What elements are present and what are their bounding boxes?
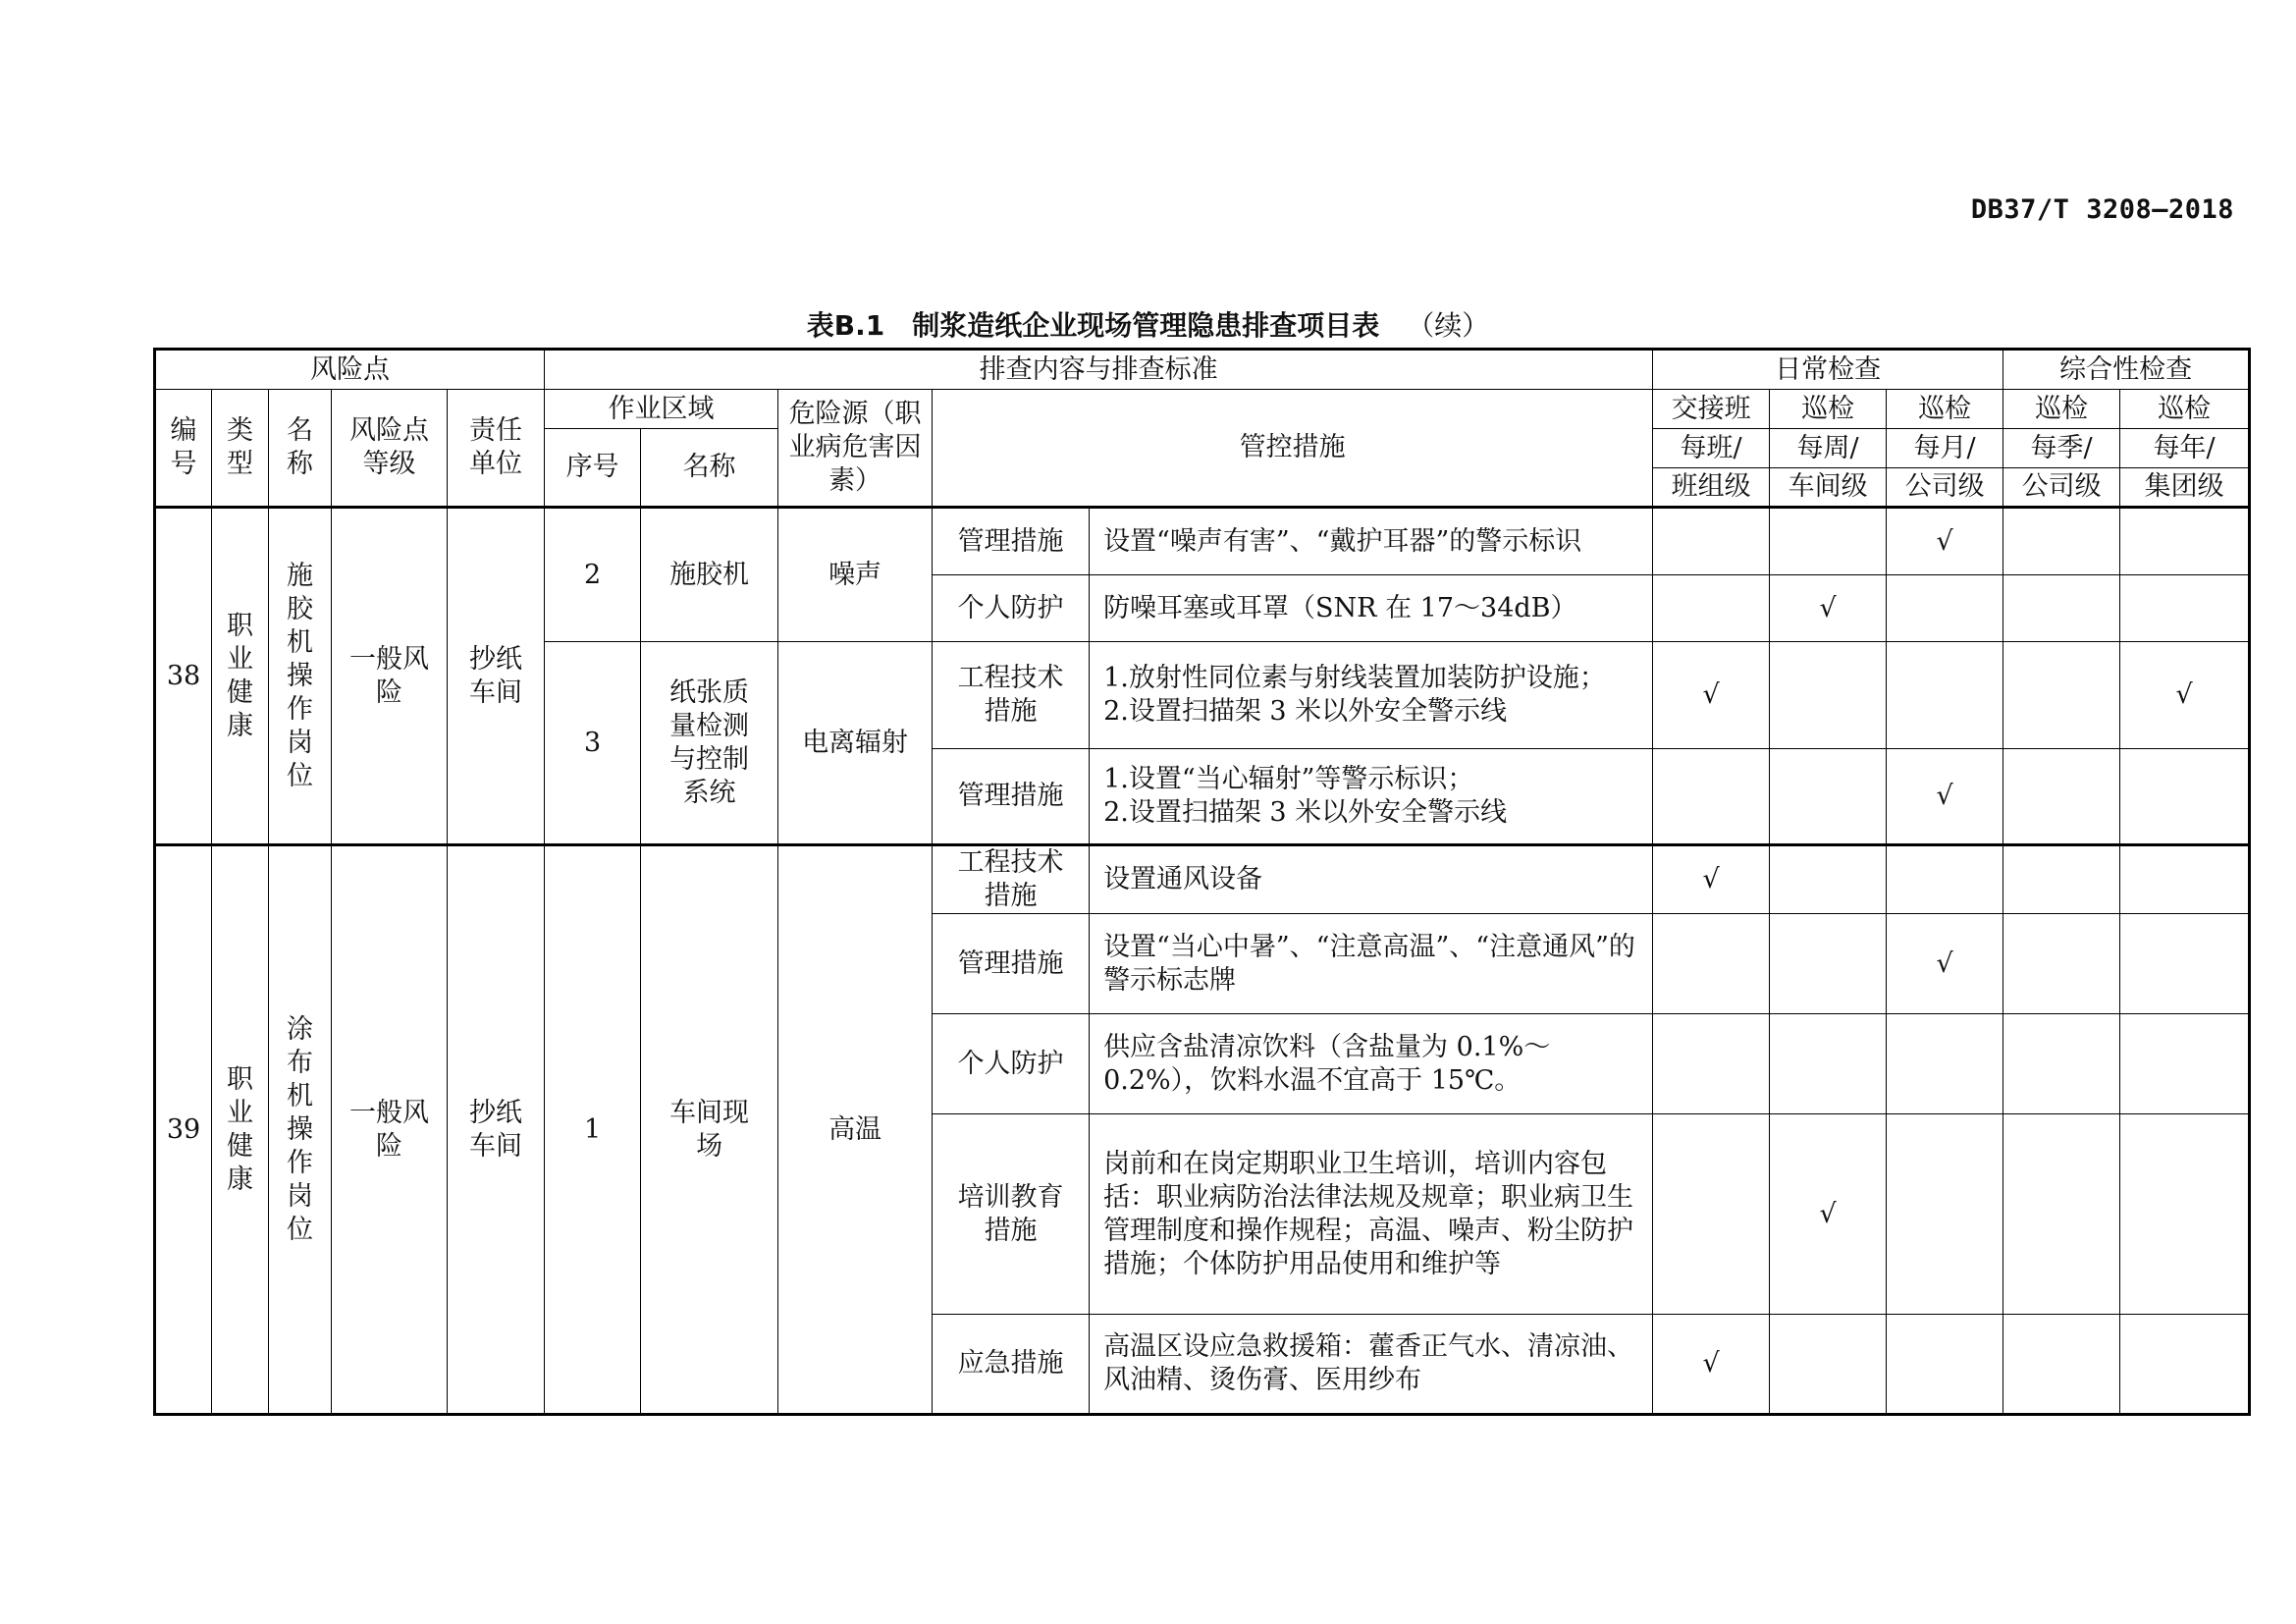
measure-category: 应急措施 (933, 1315, 1090, 1415)
measure-category: 个人防护 (933, 1014, 1090, 1114)
check-mark (2120, 1315, 2250, 1415)
check-mark: √ (1887, 508, 2003, 575)
row-type: 职业健康 (212, 508, 269, 845)
check-mark (1887, 845, 2003, 914)
row-no: 38 (155, 508, 212, 845)
hazard: 电离辐射 (778, 642, 933, 845)
table-title-text: 制浆造纸企业现场管理隐患排查项目表 (912, 309, 1380, 342)
check-mark (2120, 914, 2250, 1014)
check-mark: √ (1770, 575, 1887, 642)
col-name-header: 名称 (269, 390, 332, 508)
table-number: 表B.1 (806, 309, 885, 342)
check-mark (2003, 749, 2120, 845)
inspect-content-header: 排查内容与排查标准 (545, 350, 1653, 390)
check-mark (2003, 845, 2120, 914)
table-row (155, 845, 2250, 914)
row-level: 一般风险 (332, 845, 448, 1415)
work-area-header: 作业区域 (545, 390, 778, 429)
row-unit: 抄纸车间 (448, 845, 545, 1415)
col-unit-header: 责任单位 (448, 390, 545, 508)
check-mark: √ (2120, 642, 2250, 749)
check-mark (1770, 508, 1887, 575)
check-mark (2003, 508, 2120, 575)
area-seq: 1 (545, 845, 641, 1415)
check-mark (1653, 1114, 1770, 1315)
check-mark (2120, 508, 2250, 575)
check-mark (2003, 575, 2120, 642)
check-level-1: 车间级 (1770, 468, 1887, 508)
seq-header: 序号 (545, 429, 641, 508)
check-mark (1887, 1114, 2003, 1315)
control-header: 管控措施 (933, 390, 1653, 508)
measure-text: 供应含盐清凉饮料（含盐量为 0.1%～0.2%），饮料水温不宜高于 15℃。 (1090, 1014, 1653, 1114)
hazard-header: 危险源（职业病危害因素） (778, 390, 933, 508)
check-mark: √ (1653, 642, 1770, 749)
col-type-header: 类型 (212, 390, 269, 508)
area-name: 纸张质量检测与控制系统 (641, 642, 778, 845)
measure-text: 设置“噪声有害”、“戴护耳器”的警示标识 (1090, 508, 1653, 575)
check-level-3: 公司级 (2003, 468, 2120, 508)
check-level-0: 班组级 (1653, 468, 1770, 508)
check-mark (1653, 914, 1770, 1014)
check-type-3: 巡检 (2003, 390, 2120, 429)
area-name: 车间现场 (641, 845, 778, 1415)
measure-text: 设置通风设备 (1090, 845, 1653, 914)
check-mark (1887, 1014, 2003, 1114)
check-freq-0: 每班/ (1653, 429, 1770, 468)
standard-code: DB37/T 3208—2018 (1970, 194, 2234, 225)
header-row-1 (155, 350, 2250, 390)
table-row (155, 508, 2250, 575)
check-mark (1887, 1315, 2003, 1415)
check-mark (2003, 1114, 2120, 1315)
check-mark (2003, 914, 2120, 1014)
area-seq: 2 (545, 508, 641, 642)
check-freq-4: 每年/ (2120, 429, 2250, 468)
check-mark (2120, 575, 2250, 642)
measure-category: 培训教育措施 (933, 1114, 1090, 1315)
hazard-inspection-table (153, 348, 2251, 1416)
area-name: 施胶机 (641, 508, 778, 642)
measure-text: 1.放射性同位素与射线装置加装防护设施； 2.设置扫描架 3 米以外安全警示线 (1090, 642, 1653, 749)
measure-category: 管理措施 (933, 508, 1090, 575)
check-mark: √ (1653, 845, 1770, 914)
measure-text: 岗前和在岗定期职业卫生培训，培训内容包括：职业病防治法律法规及规章；职业病卫生管理制度和操作规程；高温、噪声、粉尘防护措施；个体防护用品使用和维护等 (1090, 1114, 1653, 1315)
check-mark: √ (1653, 1315, 1770, 1415)
row-name: 涂布机操作岗位 (269, 845, 332, 1415)
check-mark (1770, 749, 1887, 845)
daily-check-header: 日常检查 (1653, 350, 2003, 390)
check-freq-1: 每周/ (1770, 429, 1887, 468)
check-freq-3: 每季/ (2003, 429, 2120, 468)
measure-text: 设置“当心中暑”、“注意高温”、“注意通风”的警示标志牌 (1090, 914, 1653, 1014)
col-no-header: 编号 (155, 390, 212, 508)
check-mark (1653, 749, 1770, 845)
risk-point-header: 风险点 (155, 350, 545, 390)
check-mark (1653, 575, 1770, 642)
check-mark: √ (1887, 749, 2003, 845)
measure-category: 管理措施 (933, 749, 1090, 845)
check-mark (1653, 1014, 1770, 1114)
check-mark (2003, 642, 2120, 749)
check-mark (1770, 1315, 1887, 1415)
check-mark (1770, 914, 1887, 1014)
check-level-4: 集团级 (2120, 468, 2250, 508)
check-mark (2003, 1315, 2120, 1415)
check-mark (2003, 1014, 2120, 1114)
check-mark (1770, 845, 1887, 914)
row-unit: 抄纸车间 (448, 508, 545, 845)
check-mark (1653, 508, 1770, 575)
measure-text: 高温区设应急救援箱：藿香正气水、清凉油、风油精、烫伤膏、医用纱布 (1090, 1315, 1653, 1415)
col-level-header: 风险点等级 (332, 390, 448, 508)
check-type-2: 巡检 (1887, 390, 2003, 429)
check-mark (1770, 642, 1887, 749)
check-mark: √ (1770, 1114, 1887, 1315)
measure-category: 管理措施 (933, 914, 1090, 1014)
row-no: 39 (155, 845, 212, 1415)
comprehensive-check-header: 综合性检查 (2003, 350, 2250, 390)
check-level-2: 公司级 (1887, 468, 2003, 508)
measure-text: 1.设置“当心辐射”等警示标识； 2.设置扫描架 3 米以外安全警示线 (1090, 749, 1653, 845)
check-mark: √ (1887, 914, 2003, 1014)
hazard: 噪声 (778, 508, 933, 642)
table-title (0, 304, 2296, 344)
check-type-0: 交接班 (1653, 390, 1770, 429)
check-type-1: 巡检 (1770, 390, 1887, 429)
check-mark (1770, 1014, 1887, 1114)
row-type: 职业健康 (212, 845, 269, 1415)
check-mark (2120, 1114, 2250, 1315)
table-continued: （续） (1407, 309, 1490, 342)
measure-text: 防噪耳塞或耳罩（SNR 在 17～34dB） (1090, 575, 1653, 642)
measure-category: 工程技术措施 (933, 642, 1090, 749)
check-mark (1887, 575, 2003, 642)
area-seq: 3 (545, 642, 641, 845)
check-type-4: 巡检 (2120, 390, 2250, 429)
check-mark (2120, 749, 2250, 845)
row-name: 施胶机操作岗位 (269, 508, 332, 845)
check-mark (1887, 642, 2003, 749)
header-row-2 (155, 390, 2250, 429)
area-name-header: 名称 (641, 429, 778, 508)
hazard: 高温 (778, 845, 933, 1415)
row-level: 一般风险 (332, 508, 448, 845)
check-mark (2120, 845, 2250, 914)
check-mark (2120, 1014, 2250, 1114)
measure-category: 工程技术措施 (933, 845, 1090, 914)
measure-category: 个人防护 (933, 575, 1090, 642)
check-freq-2: 每月/ (1887, 429, 2003, 468)
